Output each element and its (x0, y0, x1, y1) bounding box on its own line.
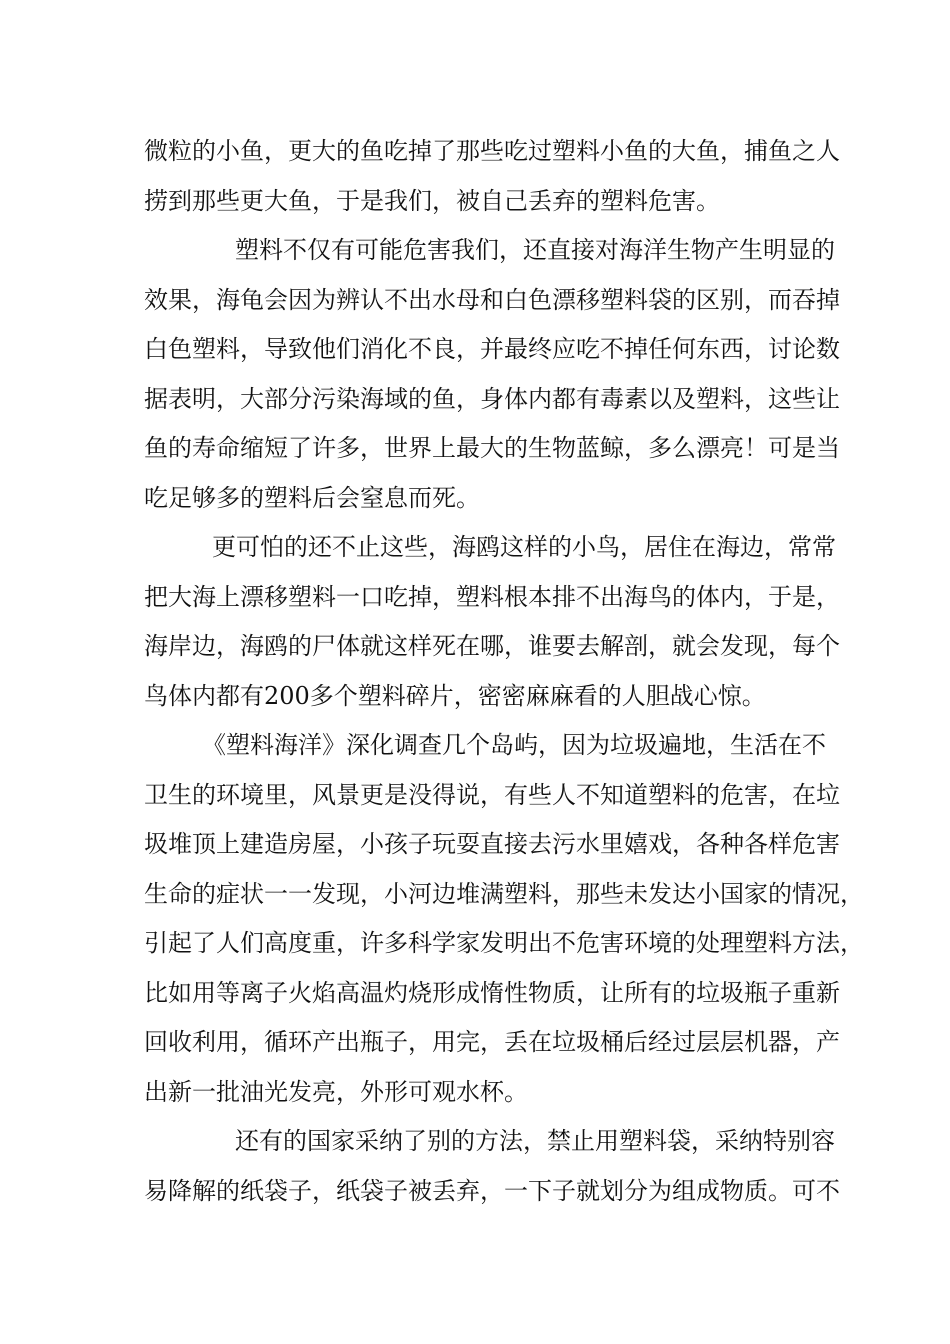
text-line (0, 1171, 950, 1211)
line-text: 微粒的小鱼，更大的鱼吃掉了那些吃过塑料小鱼的大鱼，捕鱼之人 (144, 137, 840, 165)
text-line (0, 280, 950, 320)
line-text: 据表明，大部分污染海域的鱼，身体内都有毒素以及塑料，这些让 (144, 385, 840, 413)
text-line (0, 725, 950, 765)
line-text: 更可怕的还不止这些，海鸥这样的小鸟，居住在海边，常常 (212, 533, 836, 561)
text-line (0, 626, 950, 666)
line-text: 吃足够多的塑料后会窒息而死。 (144, 484, 480, 512)
text-line (0, 775, 950, 815)
text-line (0, 230, 950, 270)
line-text: 《塑料海洋》深化调查几个岛屿，因为垃圾遍地，生活在不 (202, 731, 826, 759)
text-line (0, 1072, 950, 1112)
line-text: 回收利用，循环产出瓶子，用完，丢在垃圾桶后经过层层机器，产 (144, 1028, 840, 1056)
text-line (0, 181, 950, 221)
text-line (0, 428, 950, 468)
text-line (0, 527, 950, 567)
text-line (0, 923, 950, 963)
text-line (0, 1121, 950, 1161)
text-line (0, 577, 950, 617)
line-text: 圾堆顶上建造房屋，小孩子玩耍直接去污水里嬉戏，各种各样危害 (144, 830, 840, 858)
text-line (0, 379, 950, 419)
text-line (0, 1022, 950, 1062)
line-text: 比如用等离子火焰高温灼烧形成惰性物质，让所有的垃圾瓶子重新 (144, 979, 840, 1007)
line-text: 生命的症状一一发现，小河边堆满塑料，那些未发达小国家的情况， (144, 880, 864, 908)
line-text: 出新一批油光发亮，外形可观水杯。 (144, 1078, 528, 1106)
line-text: 白色塑料，导致他们消化不良，并最终应吃不掉任何东西，讨论数 (144, 335, 840, 363)
line-text: 把大海上漂移塑料一口吃掉，塑料根本排不出海鸟的体内，于是， (144, 583, 840, 611)
text-line (0, 676, 950, 716)
line-text: 捞到那些更大鱼，于是我们，被自己丢弃的塑料危害。 (144, 187, 720, 215)
line-text: 还有的国家采纳了别的方法，禁止用塑料袋，采纳特别容 (235, 1127, 835, 1155)
line-text: 鸟体内都有200多个塑料碎片，密密麻麻看的人胆战心惊。 (144, 682, 766, 710)
text-line (0, 329, 950, 369)
text-line (0, 131, 950, 171)
text-line (0, 478, 950, 518)
line-text: 引起了人们高度重，许多科学家发明出不危害环境的处理塑料方法， (144, 929, 864, 957)
line-text: 鱼的寿命缩短了许多，世界上最大的生物蓝鲸，多么漂亮！可是当 (144, 434, 840, 462)
line-text: 塑料不仅有可能危害我们，还直接对海洋生物产生明显的 (235, 236, 835, 264)
text-line (0, 973, 950, 1013)
line-text: 卫生的环境里，风景更是没得说，有些人不知道塑料的危害，在垃 (144, 781, 840, 809)
line-text: 效果，海龟会因为辨认不出水母和白色漂移塑料袋的区别，而吞掉 (144, 286, 840, 314)
text-line (0, 824, 950, 864)
line-text: 海岸边，海鸥的尸体就这样死在哪，谁要去解剖，就会发现，每个 (144, 632, 840, 660)
line-text: 易降解的纸袋子，纸袋子被丢弃，一下子就划分为组成物质。可不 (144, 1177, 840, 1205)
text-line (0, 874, 950, 914)
